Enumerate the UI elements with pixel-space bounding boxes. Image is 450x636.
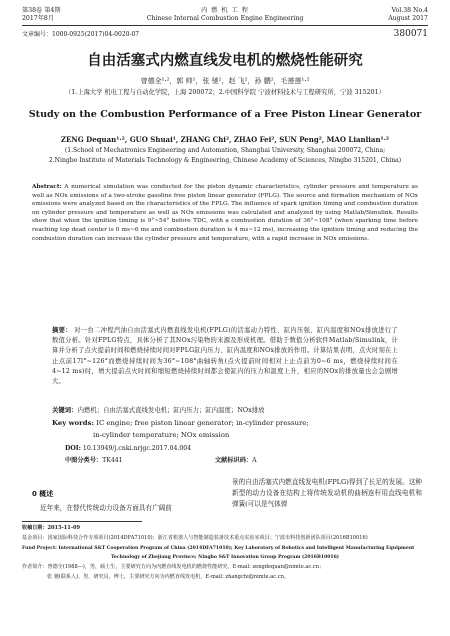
journal-name-cn: 内 燃 机 工 程 <box>201 7 249 14</box>
journal-volume-issue: 第38卷 第4期 <box>22 7 61 14</box>
clc-label: 中图分类号： <box>65 457 103 464</box>
clc-number <box>65 456 123 465</box>
document-code-label: 文献标识码： <box>215 457 253 464</box>
affiliation-en-2: 2.Ningbo Institute of Materials Technology & Engineering, Chinese Academy of Sciences, Ningbo 315201, China) <box>48 157 402 164</box>
clc-value: TK441 <box>102 457 123 464</box>
authors-en: ZENG Dequan¹·², GUO Shuai¹, ZHANG Chi², ZHAO Fei², SUN Peng², MAO Lianlian¹·² <box>60 135 390 144</box>
abstract-cn-text: 对一台二冲程汽油自由活塞式内燃直线发电机(FPLG)的活塞动力特性、缸内压强、缸内温度和NOx排放进行了数值分析。针对FPLG特点，具体分析了其NOx污染物的来源及形成机理。借助于数值分析软件Matlab/Simulink，计算并分析了点火提前时间和燃烧持续时间对FPLG缸内压力、缸内温度和NOx排放的作用。计算结果表明，点火时刻在上止点前17l°~126°而燃烧持续时间为36°~108°曲轴转角(点火提前时间相对上止点前为0~6 ms，燃烧持续时间在4~12 ms)时，增大提前点火时间和缩短燃烧持续时间都会使缸内的压力和温度上升，相应的NOx的排放量也会急剧增大。 <box>52 327 399 386</box>
body-right-column: 景的自由活塞式内燃直线发电机(FPLG)得到了长足的发展。这种新型的动力设备在结构上将传统发动机的曲柄连杆用直线电机和弹簧(可以是气体弹 <box>232 478 422 508</box>
keywords-cn-text: 内燃机；自由活塞式直线发电机；缸内压力；缸内温度；NOx排放 <box>77 406 265 414</box>
section-heading: 0 概述 <box>32 490 54 498</box>
article-id: 380071 <box>393 29 428 39</box>
body-left-column: 近年来，在替代传统动力设备方面具有广阔前 <box>40 504 172 512</box>
title-en: Study on the Combustion Performance of a Free Piston Linear Generator <box>28 109 422 120</box>
abstract-cn-label: 摘要： <box>52 327 72 334</box>
abstract-en-label: Abstract: <box>32 184 62 190</box>
document-code <box>215 456 257 465</box>
keywords-en-label: Key words: <box>52 419 95 427</box>
document-code-value: A <box>252 457 257 464</box>
footnote-fund-cn: 基金项目：国家国际科技合作专项项目(2014DFA71010)；浙江省机器人与智能制造装备技术重点实验室项目；宁波市科技创新团队项目(2016B10016) <box>22 535 368 541</box>
keywords-en-text-1: IC engine; free piston linear generator; in-cylinder pressure; <box>96 419 309 427</box>
footnote-author-1: 作者简介：曾德全(1988—)，男，硕士生，主要研究方向为内燃直线发电机的燃烧性能研究，E-mail: zengdequan@nimte.ac.cn； <box>22 564 325 570</box>
journal-name-en: Chinese Internal Combustion Engine Engineering <box>146 15 304 22</box>
keywords-en-text-2: in-cylinder temperature; NOx emission <box>93 431 230 439</box>
footnote-rule <box>22 521 142 522</box>
title-cn: 自由活塞式内燃直线发电机的燃烧性能研究 <box>87 53 363 69</box>
article-number: 文章编号：1000-0925(2017)04-0020-07 <box>22 31 140 38</box>
doi-label: DOI: <box>65 445 81 452</box>
abstract-en-text: A numerical simulation was conducted for the piston dynamic characteristics, cylinder pressure and temperature as well as NOx emissions of a two-stroke gasoline free piston linear generator (FPLG). The source and formation mechanism of NOx emissions were analyzed based on the characteristics of the FPLG. The influence of spark ignition timing and combustion duration on cylinder pressure and temperature as well as NOx emissions was calculated and analyzed by using Matlab/Simulink. Results show that when the ignition timing is 9°~54° before TDC, with a combustion duration of 36°~108° (when sparking time before reaching top dead center is 0 ms~6 ms and combustion duration is 4 ms~12 ms), increasing the ignition timing and reducing the combustion duration can increase the cylinder pressure and temperature, with a rapid increase in NOx emissions. <box>32 184 418 242</box>
keywords-cn <box>52 406 432 415</box>
header-rule <box>22 25 428 26</box>
affiliation-cn: （1.上海大学 机电工程与自动化学院，上海 200072；2.中国科学院 宁波材料技术与工程研究所，宁波 315201） <box>65 89 385 96</box>
footnote-received: 收稿日期：2015-11-09 <box>22 525 81 531</box>
abstract-cn <box>52 326 398 387</box>
authors-cn: 曾德全¹·²，郭 帅¹，张 驰²，赵 飞²，孙 鹏²，毛莲莲¹·² <box>140 77 310 85</box>
abstract-en <box>32 183 418 243</box>
footnote-fund-en-2: Technology of Zhejiang Province; Ningbo S&T Innovation Group Program (2016B10016) <box>111 555 339 560</box>
journal-date-cn: 2017年8月 <box>22 15 55 22</box>
doi-value: 10.13949/j.cnki.nrjgc.2017.04.004 <box>82 445 192 452</box>
keywords-en <box>52 419 432 428</box>
journal-volume-en: Vol.38 No.4 <box>391 7 428 14</box>
footnote-fund-en-1: Fund Project: International S&T Cooperation Program of China (2014DFA71010); Key Laboratory of Robotics and Intelligent Manufacturing Equipment <box>22 546 415 551</box>
journal-date-en: August 2017 <box>388 15 428 22</box>
keywords-cn-label: 关键词： <box>52 406 78 414</box>
affiliation-en-1: (1.School of Mechatronics Engineering and Automation, Shanghai University, Shanghai 200072, China; <box>64 147 386 154</box>
footnote-author-2: 张 驰(联系人)，男，研究员，博士，主要研究方向为内燃直线发电机，E-mail: zhangchi@nimte.ac.cn。 <box>47 574 289 580</box>
doi <box>65 444 191 453</box>
